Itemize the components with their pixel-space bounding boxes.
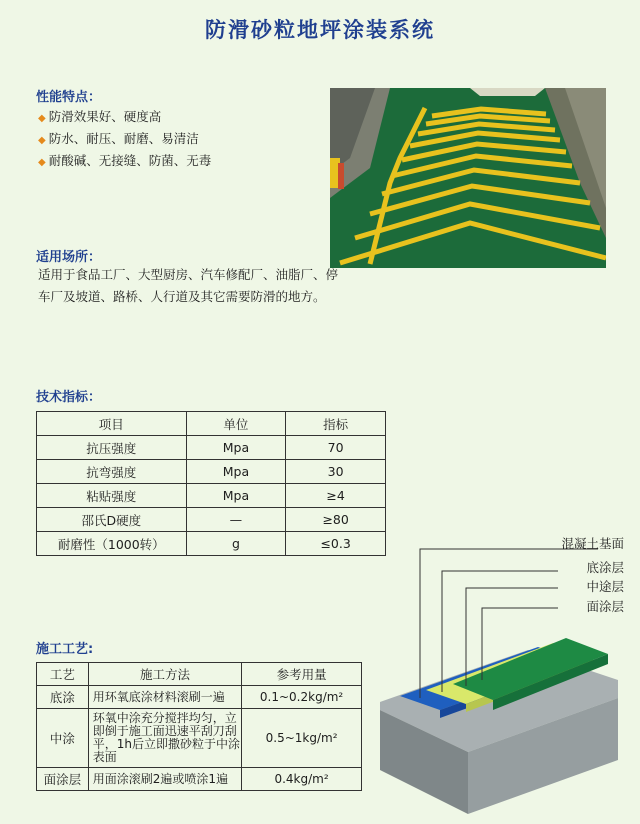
table-cell: 抗压强度 [37,436,187,460]
table-cell: 粘贴强度 [37,484,187,508]
tech-heading: 技术指标： [36,390,102,405]
table-cell: 邵氏D硬度 [37,508,187,532]
table-header-row [37,663,362,686]
layer-label-top-coat: 面涂层 [586,599,624,614]
applications-heading: 适用场所： [36,250,102,265]
table-cell: 0.5~1kg/m² [242,709,362,768]
applications-text: 适用于食品工厂、大型厨房、汽车修配厂、油脂厂、停车厂及坡道、路桥、人行道及其它需要防滑的地方。 [38,267,339,304]
layer-label-base-coat: 底涂层 [586,560,624,575]
table-row [37,768,362,791]
table-cell: ≥4 [286,484,386,508]
table-cell: Mpa [186,436,286,460]
layer-label-mid-coat: 中途层 [586,579,624,594]
table-cell: 0.1~0.2kg/m² [242,686,362,709]
column-header: 施工方法 [88,663,241,686]
diamond-bullet-icon: ◆ [38,113,46,124]
table-header-row [37,412,386,436]
table-cell: — [186,508,286,532]
process-heading: 施工工艺: [36,642,94,657]
process-table [36,662,362,791]
feature-text: 防水、耐压、耐磨、易清洁 [48,131,199,146]
feature-item [38,106,211,128]
column-header: 项目 [37,412,187,436]
table-cell: Mpa [186,460,286,484]
table-row [37,436,386,460]
table-cell: Mpa [186,484,286,508]
table-row [37,508,386,532]
diamond-bullet-icon: ◆ [38,157,46,168]
diamond-bullet-icon: ◆ [38,135,46,146]
table-cell: 30 [286,460,386,484]
table-cell: 耐磨性（1000转） [37,532,187,556]
layer-label-concrete: 混凝土基面 [561,536,624,551]
table-cell: 面涂层 [37,768,89,791]
table-cell: 环氧中涂充分搅拌均匀，立即倒于施工面迅速平刮刀刮平，1h后立即撒砂粒于中涂表面 [88,709,241,768]
features-heading: 性能特点： [36,90,102,105]
features-list [38,106,211,172]
table-cell: ≤0.3 [286,532,386,556]
table-cell: 用环氧底涂材料滚刷一遍 [88,686,241,709]
table-row [37,709,362,768]
table-cell: g [186,532,286,556]
table-cell: 70 [286,436,386,460]
anti-slip-floor-photo [330,88,606,268]
feature-item [38,128,211,150]
table-row [37,460,386,484]
table-cell: 中涂 [37,709,89,768]
feature-text: 防滑效果好、硬度高 [48,109,162,124]
table-row [37,532,386,556]
page-title: 防滑砂粒地坪涂装系统 [205,18,435,42]
coating-layers-diagram [378,530,628,820]
column-header: 参考用量 [242,663,362,686]
column-header: 工艺 [37,663,89,686]
feature-item [38,150,211,172]
table-cell: 0.4kg/m² [242,768,362,791]
table-cell: 底涂 [37,686,89,709]
table-row [37,686,362,709]
table-cell: 抗弯强度 [37,460,187,484]
column-header: 单位 [186,412,286,436]
table-row [37,484,386,508]
feature-text: 耐酸碱、无接缝、防菌、无毒 [48,153,212,168]
table-cell: ≥80 [286,508,386,532]
table-cell: 用面涂滚刷2遍或喷涂1遍 [88,768,241,791]
column-header: 指标 [286,412,386,436]
tech-spec-table [36,411,386,556]
